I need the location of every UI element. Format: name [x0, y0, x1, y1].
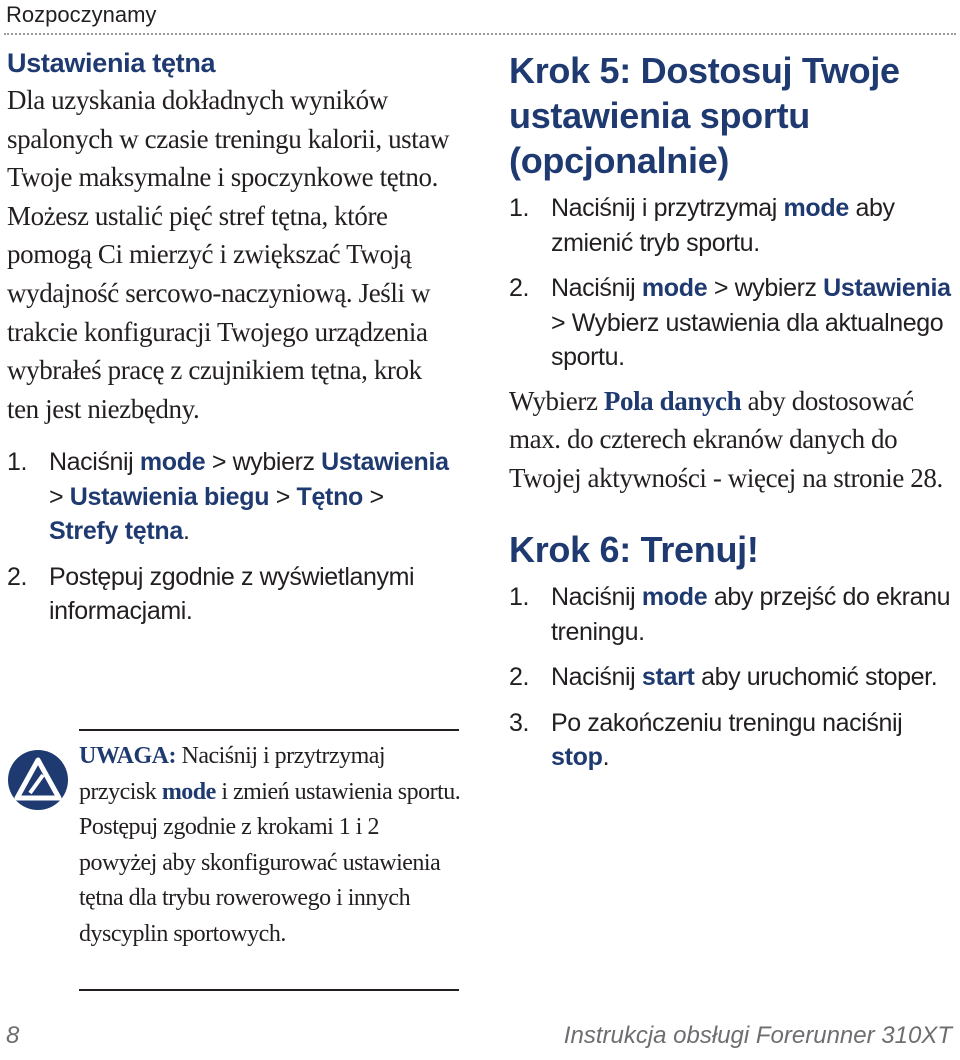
list-item — [7, 445, 459, 549]
step5-list — [509, 191, 957, 375]
keyword: start — [641, 663, 695, 692]
step-text: Naciśnij mode > wybierz Ustawienia > Wybierz ustawienia dla aktualnego sportu. — [551, 274, 951, 371]
step5-title: Krok 5: Dostosuj Twoje ustawienia sportu (opcjonalnie) — [509, 50, 900, 181]
note-text: UWAGA: Naciśnij i przytrzymaj przycisk mode i zmień ustawienia sportu. Postępuj zgodnie z krokami 1 i 2 powyżej aby skonfigurować ustawienia tętna dla trybu rowerowego i innych dyscyplin sportowych. — [79, 743, 461, 947]
step-number: 2. — [509, 274, 530, 302]
section-title-heart-rate: Ustawienia tętna — [7, 48, 216, 78]
list-item — [509, 660, 957, 695]
keyword: mode — [641, 583, 708, 612]
list-item — [509, 271, 957, 375]
keyword: mode — [783, 194, 849, 222]
note-label: UWAGA: — [79, 743, 176, 769]
step6-title: Krok 6: Trenuj! — [509, 529, 759, 571]
heart-rate-steps — [7, 445, 459, 629]
right-column — [509, 48, 957, 786]
step-text: Po zakończeniu treningu naciśnij stop. — [551, 708, 903, 772]
step-number: 3. — [509, 708, 530, 737]
step-text: Naciśnij mode aby przejść do ekranu treningu. — [551, 583, 951, 646]
note-rule-bottom — [79, 989, 459, 991]
step-number: 1. — [7, 448, 28, 477]
step-text: Naciśnij start aby uruchomić stoper. — [551, 663, 938, 692]
list-item — [509, 191, 957, 260]
keyword: Ustawienia — [321, 448, 449, 477]
keyword: Ustawienia — [823, 274, 951, 302]
running-header: Rozpoczynamy — [6, 2, 157, 27]
step-number: 1. — [509, 583, 530, 612]
keyword: stop — [551, 743, 603, 772]
keyword: mode — [641, 274, 708, 302]
keyword: Ustawienia biegu — [69, 482, 270, 511]
note-rule-top — [79, 729, 459, 731]
step-number: 1. — [509, 194, 530, 222]
intro-paragraph: Dla uzyskania dokładnych wyników spalonych w czasie treningu kalorii, ustaw Twoje maksymalne i spoczynkowe tętno. Możesz ustalić pięć stref tętna, które pomogą Ci mierzyć i zwiększać Twoją wydajność sercowo-naczyniową. Jeśli w trakcie konfiguracji Twojego urządzenia wybrałeś pracę z czujnikiem tętna, krok ten jest niezbędny. — [7, 85, 450, 424]
step-text: Postępuj zgodnie z wyświetlanymi informacjami. — [49, 562, 415, 626]
keyword: Pola danych — [603, 385, 742, 416]
warning-triangle-icon — [7, 749, 69, 811]
keyword: Tętno — [296, 482, 364, 511]
keyword: Strefy tętna — [49, 517, 183, 546]
keyword: mode — [161, 778, 216, 805]
page-number: 8 — [6, 1022, 20, 1049]
list-item — [509, 706, 957, 775]
step6-list — [509, 580, 957, 775]
manual-title: Instrukcja obsługi Forerunner 310XT — [563, 1022, 952, 1049]
keyword: mode — [139, 448, 206, 477]
left-column — [7, 48, 461, 947]
step-text: Naciśnij i przytrzymaj mode aby zmienić tryb sportu. — [551, 194, 895, 257]
header-dotted-rule — [4, 33, 956, 35]
data-fields-paragraph: Wybierz Pola danych aby dostosować max. do czterech ekranów danych do Twojej aktywności - więcej na stronie 28. — [509, 385, 943, 493]
step-number: 2. — [509, 663, 530, 692]
step-number: 2. — [7, 562, 28, 591]
list-item — [509, 580, 957, 649]
list-item — [7, 560, 459, 629]
step-text: Naciśnij mode > wybierz Ustawienia > Ustawienia biegu > Tętno > Strefy tętna. — [49, 448, 449, 546]
